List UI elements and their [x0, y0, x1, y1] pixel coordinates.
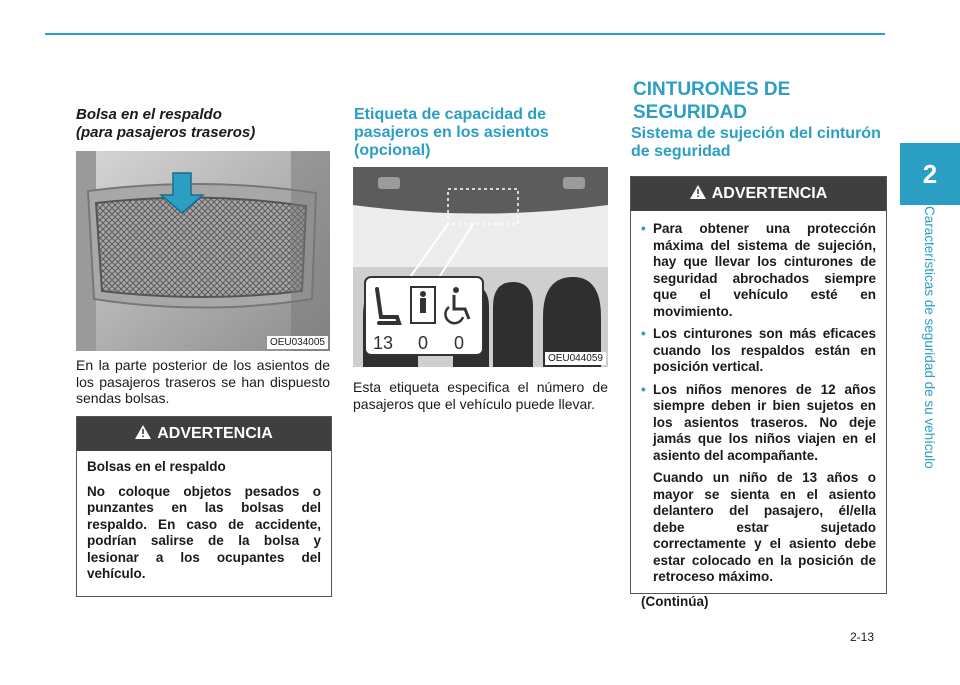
warning-extra: Cuando un niño de 13 años o mayor se sienta en el asiento delantero del pasajero, él/ella debe estar sujetado correctamente y el asiento debe estar colocado en la posición de retroceso máximo. [653, 470, 876, 584]
warning-text: No coloque objetos pesados o punzantes en las bolsas del respaldo. En caso de accidente, podrían salirse de la bolsa y lesionar a los ocupantes del vehículo. [87, 483, 321, 581]
figure-code: OEU044059 [545, 352, 606, 365]
warning-header [77, 417, 331, 451]
warning-item: • Los niños menores de 12 años siempre deben ir bien sujetos en los asientos traseros. No deje jamás que los niños viajen en el asiento del acompañante. [641, 382, 876, 465]
capacity-label-image [353, 167, 608, 367]
warning-item: • Para obtener una protección máxima del sistema de sujeción, hay que llevar los cinturones de seguridad abrochados siempre que el vehículo esté en movimiento. [641, 221, 876, 320]
page-number: 2-13 [850, 630, 875, 644]
heading-seatback-pocket: Bolsa en el respaldo (para pasajeros traseros) [76, 106, 256, 141]
label-number-wheelchair: 0 [453, 333, 465, 353]
label-number-child: 0 [417, 333, 429, 353]
seatback-pocket-image [76, 151, 330, 351]
child-seat-icon [411, 287, 435, 323]
warning-box-belts [630, 176, 887, 609]
heading-capacity-label: Etiqueta de capacidad de pasajeros en los asientos (opcional) [354, 106, 549, 159]
section-title: CINTURONES DE SEGURIDAD [633, 79, 791, 123]
warning-item: • Los cinturones son más eficaces cuando los respaldos están en posición vertical. [641, 326, 876, 376]
heading-belt-system: Sistema de sujeción del cinturón de seguridad [631, 125, 881, 160]
body-seatback-pocket: En la parte posterior de los asientos de los pasajeros traseros se han dispuesto sendas bolsas. [76, 357, 330, 406]
label-number-seats: 13 [372, 333, 394, 353]
warning-title: ADVERTENCIA [711, 185, 828, 202]
warning-header [631, 177, 886, 211]
chapter-title: Características de seguridad de su vehículo [922, 206, 937, 469]
warning-subtitle: Bolsas en el respaldo [87, 459, 226, 474]
figure-code: OEU034005 [267, 336, 328, 349]
continued-label: (Continúa) [641, 593, 709, 609]
body-capacity-label: Esta etiqueta especifica el número de pasajeros que el vehículo puede llevar. [353, 379, 608, 412]
warning-triangle-icon [690, 185, 706, 199]
warning-title: ADVERTENCIA [157, 425, 273, 442]
warning-box-seatback [76, 416, 332, 597]
chapter-tab: 2 [900, 143, 960, 205]
warning-triangle-icon [135, 425, 151, 439]
header-rule [45, 33, 885, 35]
